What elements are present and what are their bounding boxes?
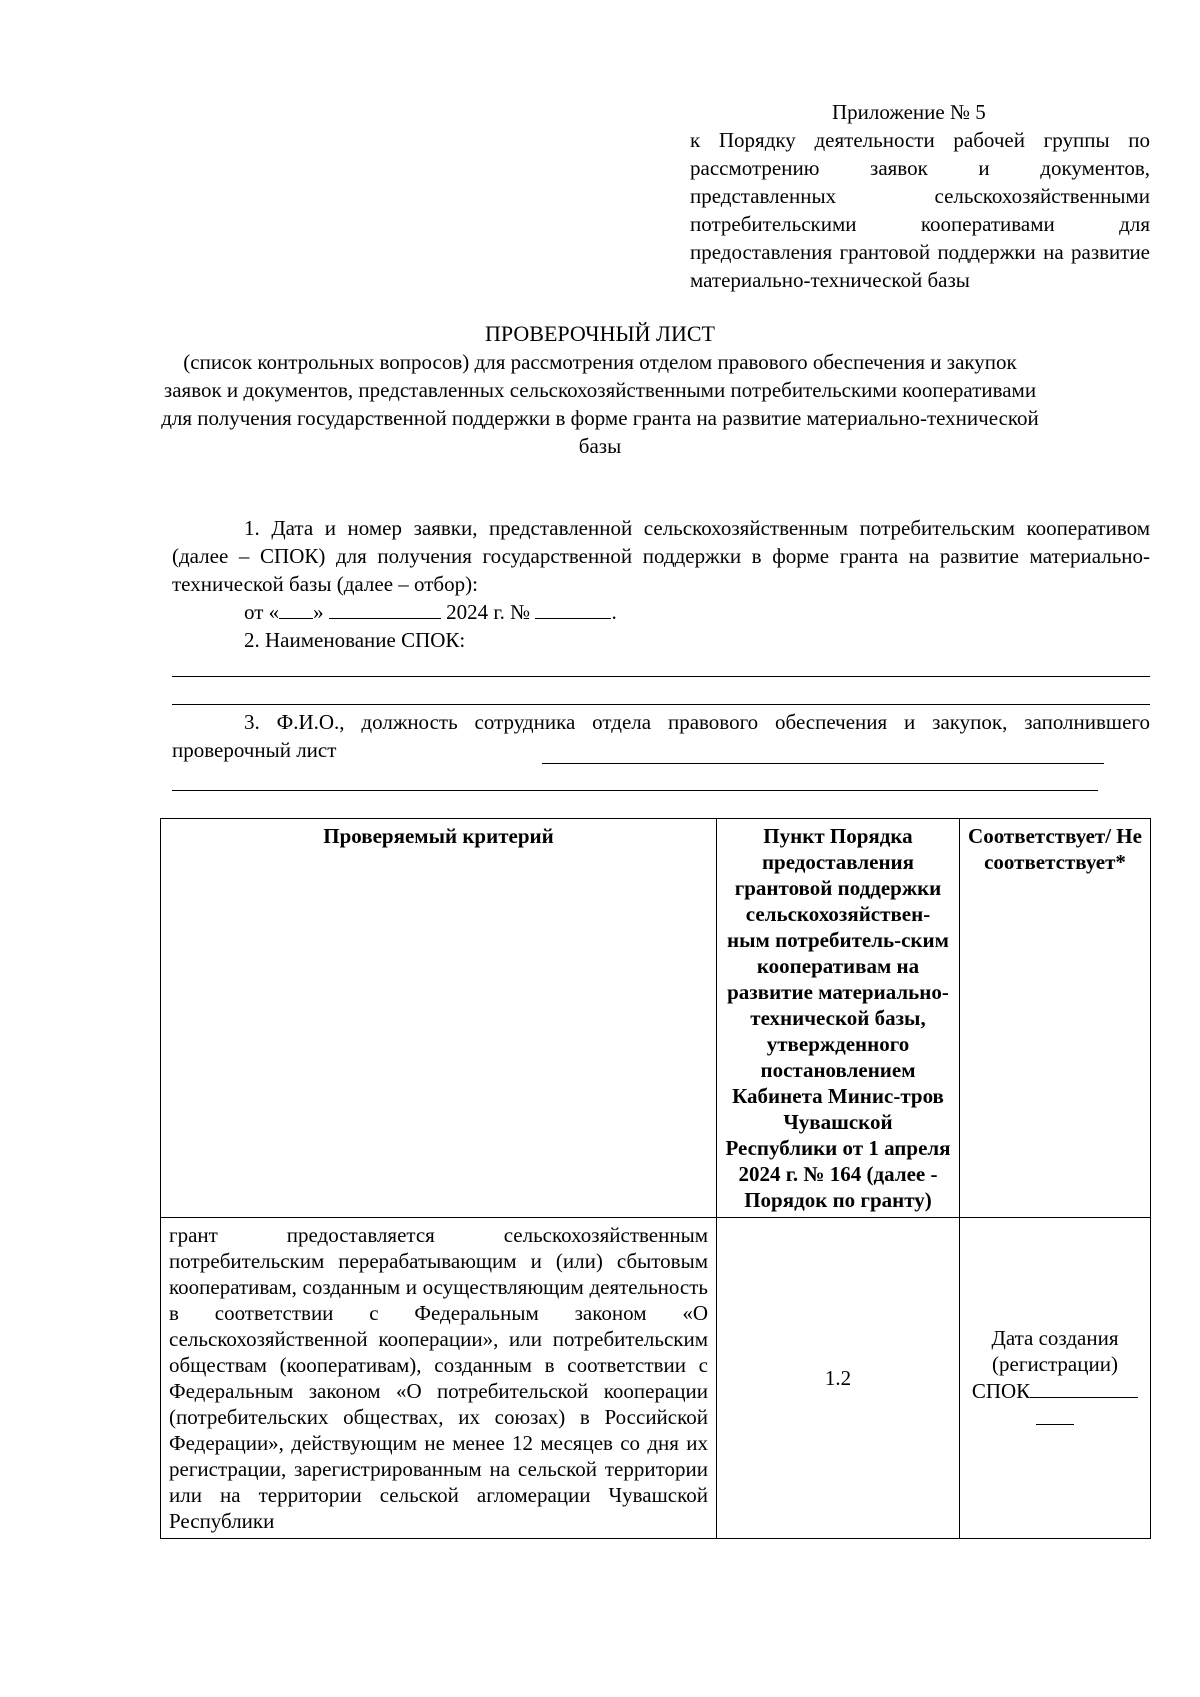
compliance-text: Дата создания (регистрации) СПОК bbox=[971, 1326, 1119, 1403]
item-1-text: 1. Дата и номер заявки, представленной сельскохозяйственным потребительским кооперативом (далее – СПОК) для получения государственной поддержки в форме гранта на развитие материально-технической базы (далее – отбор): bbox=[172, 516, 1150, 596]
checklist-table bbox=[160, 818, 1151, 1539]
application-date-line bbox=[244, 598, 1044, 626]
page-title: ПРОВЕРОЧНЫЙ ЛИСТ bbox=[485, 321, 715, 346]
month-field[interactable] bbox=[329, 598, 441, 619]
application-number-field[interactable] bbox=[535, 598, 611, 619]
spok-name-line-1[interactable] bbox=[172, 676, 1150, 677]
header-order-clause: Пункт Порядка предоставления грантовой поддержки сельскохозяйствен-ным потребитель-ским кооперативам на развитие материально-технической базы, утвержденного постановлением Кабинета Минис-тров Чувашской Республики от 1 апреля 2024 г. № 164 (далее - Порядок по гранту) bbox=[717, 819, 960, 1218]
employee-name-line-1[interactable] bbox=[542, 763, 1104, 764]
date-prefix: от « bbox=[244, 600, 280, 624]
compliance-answer-field[interactable] bbox=[1030, 1377, 1138, 1398]
compliance-cell[interactable] bbox=[960, 1218, 1151, 1539]
clause-cell: 1.2 bbox=[717, 1218, 960, 1539]
date-year-label: 2024 г. № bbox=[446, 600, 531, 624]
header-compliance: Соответствует/ Не соответствует* bbox=[960, 819, 1151, 1218]
day-field[interactable] bbox=[279, 598, 313, 619]
compliance-answer-continuation[interactable] bbox=[1036, 1404, 1074, 1425]
date-end: . bbox=[611, 600, 617, 624]
appendix-body: к Порядку деятельности рабочей группы по рассмотрению заявок и документов, представленных сельскохозяйственными потребительскими кооперативами для предоставления грантовой поддержки на развитие материально-технической базы bbox=[690, 128, 1150, 292]
header-criterion: Проверяемый критерий bbox=[161, 819, 717, 1218]
employee-name-line-2[interactable] bbox=[172, 790, 1098, 791]
item-2-label: 2. Наименование СПОК: bbox=[244, 628, 466, 652]
table-row bbox=[161, 1218, 1151, 1539]
criterion-cell: грант предоставляется сельскохозяйственным потребительским перерабатывающим и (или) сбытовым кооперативам, созданным и осуществляющим деятельность в соответствии с Федеральным законом «О сельскохозяйственной кооперации», или потребительским обществам (кооперативам), созданным в соответствии с Федеральным законом «О потребительской кооперации (потребительских обществах, их союзах) в Российской Федерации», действующим не менее 12 месяцев со дня их регистрации, зарегистрированным на сельской территории или на территории сельской агломерации Чувашской Республики bbox=[161, 1218, 717, 1539]
date-quote-close: » bbox=[313, 600, 324, 624]
item-3-text: 3. Ф.И.О., должность сотрудника отдела правового обеспечения и закупок, заполнившего проверочный лист bbox=[172, 710, 1150, 762]
spok-name-line-2[interactable] bbox=[172, 704, 1150, 705]
table-header-row bbox=[161, 819, 1151, 1218]
appendix-title: Приложение № 5 bbox=[832, 100, 986, 124]
page-subtitle: (список контрольных вопросов) для рассмотрения отделом правового обеспечения и закупок заявок и документов, представленных сельскохозяйственными потребительскими кооперативами для получения государственной поддержки в форме гранта на развитие материально-технической базы bbox=[161, 350, 1039, 458]
document-heading bbox=[160, 320, 1040, 460]
